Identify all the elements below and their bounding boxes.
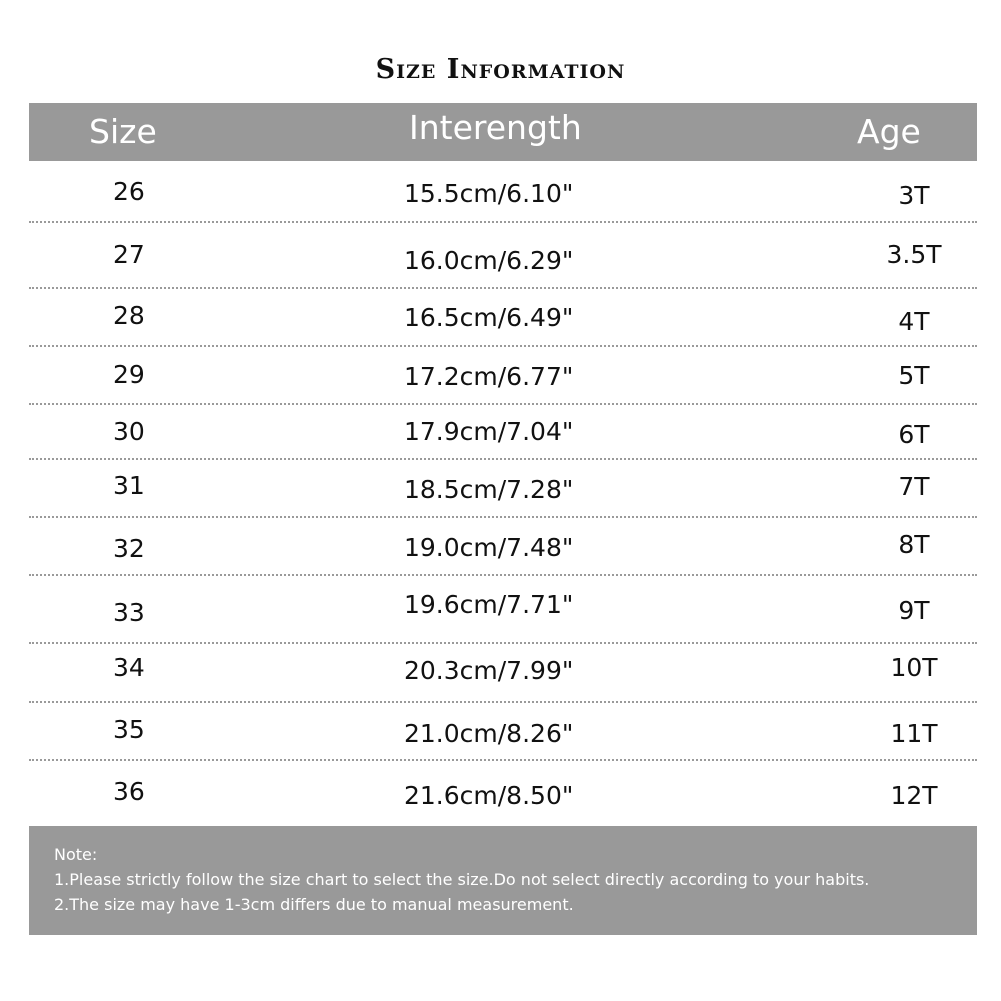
cell-length: 19.0cm/7.48"	[404, 533, 574, 562]
cell-age: 9T	[898, 596, 930, 625]
note-label: Note:	[54, 845, 98, 864]
table-header	[29, 103, 977, 161]
cell-size: 36	[113, 777, 145, 806]
cell-length: 16.5cm/6.49"	[404, 303, 574, 332]
cell-length: 20.3cm/7.99"	[404, 656, 574, 685]
table-row	[29, 644, 977, 703]
table-row	[29, 518, 977, 576]
table-row	[29, 460, 977, 518]
cell-length: 17.9cm/7.04"	[404, 417, 574, 446]
header-length: Interength	[409, 108, 582, 147]
cell-size: 34	[113, 653, 145, 682]
cell-size: 26	[113, 177, 145, 206]
cell-size: 32	[113, 534, 145, 563]
cell-length: 17.2cm/6.77"	[404, 362, 574, 391]
cell-size: 28	[113, 301, 145, 330]
cell-size: 27	[113, 240, 145, 269]
cell-size: 31	[113, 471, 145, 500]
table-row	[29, 289, 977, 347]
table-row	[29, 347, 977, 405]
cell-age: 6T	[898, 420, 930, 449]
cell-length: 16.0cm/6.29"	[404, 246, 574, 275]
cell-age: 12T	[890, 781, 938, 810]
table-row	[29, 703, 977, 761]
note-line-2: 2.The size may have 1-3cm differs due to manual measurement.	[54, 895, 574, 914]
cell-length: 18.5cm/7.28"	[404, 475, 574, 504]
cell-size: 29	[113, 360, 145, 389]
cell-age: 10T	[890, 653, 938, 682]
cell-age: 8T	[898, 530, 930, 559]
cell-age: 5T	[898, 361, 930, 390]
cell-size: 33	[113, 598, 145, 627]
table-row	[29, 163, 977, 223]
note-box	[29, 826, 977, 935]
cell-length: 19.6cm/7.71"	[404, 590, 574, 619]
cell-length: 21.0cm/8.26"	[404, 719, 574, 748]
note-line-1: 1.Please strictly follow the size chart to select the size.Do not select directly according to your habits.	[54, 870, 870, 889]
table-row	[29, 405, 977, 460]
table-row	[29, 223, 977, 289]
cell-age: 3T	[898, 181, 930, 210]
header-age: Age	[857, 112, 921, 151]
table-row	[29, 576, 977, 644]
cell-size: 35	[113, 715, 145, 744]
table-row	[29, 761, 977, 823]
cell-age: 7T	[898, 472, 930, 501]
cell-length: 15.5cm/6.10"	[404, 179, 574, 208]
cell-size: 30	[113, 417, 145, 446]
page-title: Size Information	[375, 54, 626, 85]
cell-age: 11T	[890, 719, 938, 748]
cell-age: 3.5T	[886, 240, 942, 269]
cell-age: 4T	[898, 307, 930, 336]
cell-length: 21.6cm/8.50"	[404, 781, 574, 810]
header-size: Size	[89, 112, 157, 151]
